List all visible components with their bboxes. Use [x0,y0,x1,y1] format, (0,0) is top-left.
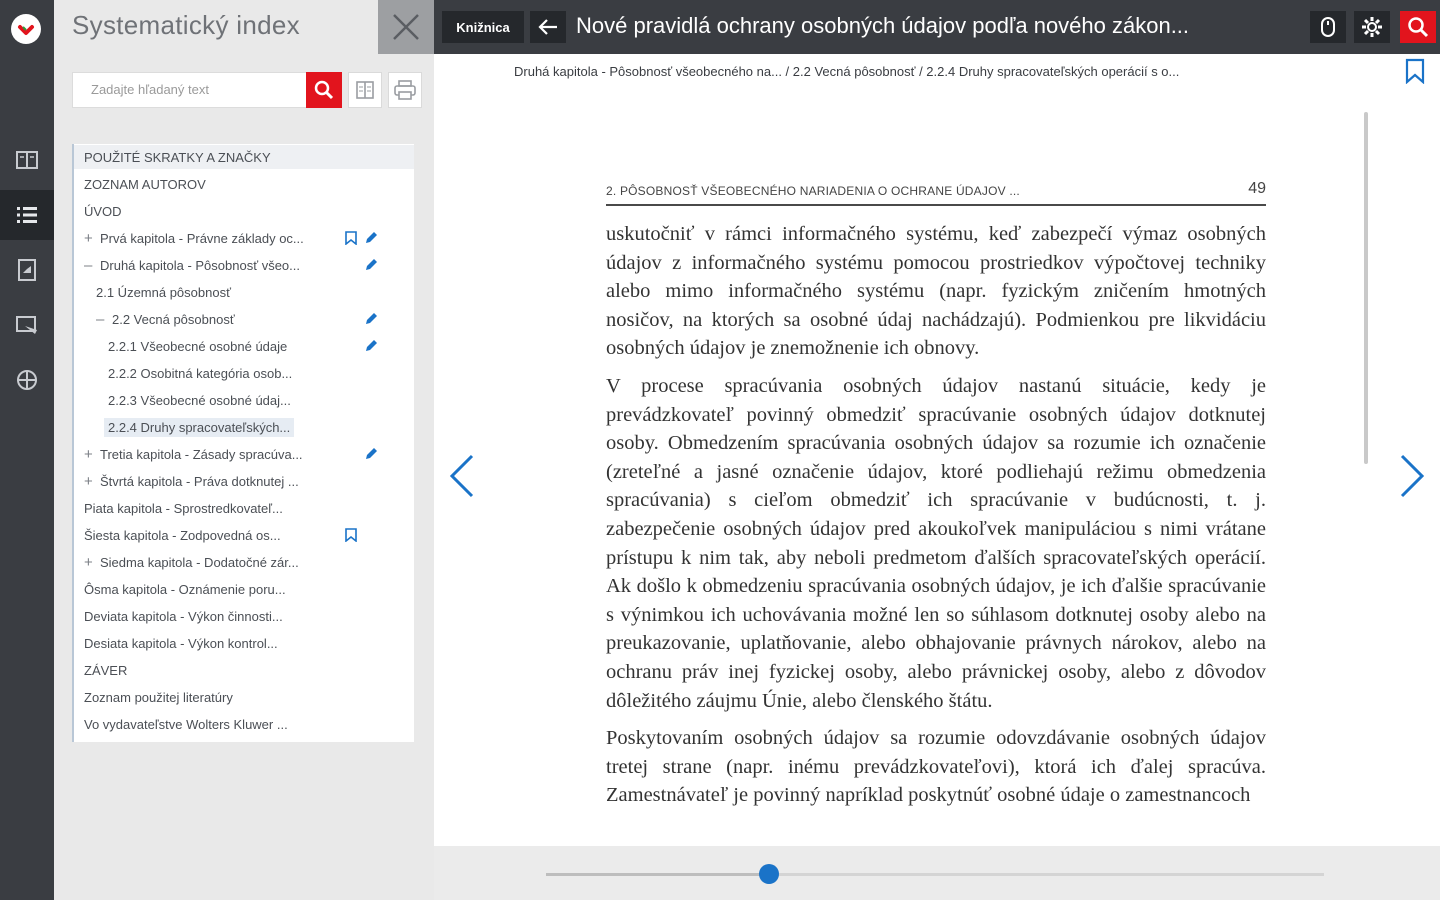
slider-fill [546,873,769,876]
close-icon [391,12,421,42]
edit-icon[interactable] [364,231,378,250]
bookmark-icon[interactable] [344,528,358,547]
toc-item-label: POUŽITÉ SKRATKY A ZNAČKY [84,149,271,165]
toc-item[interactable] [74,523,281,547]
library-icon[interactable] [0,135,54,185]
settings-grid-icon[interactable] [0,355,54,405]
toc-item[interactable] [74,388,291,412]
gear-icon [1361,16,1383,38]
arrow-left-icon [537,18,559,36]
toc-item-label: 2.2.3 Všeobecné osobné údaj... [108,392,291,408]
previous-page-button[interactable] [448,452,476,505]
toc-item-label: 2.2.4 Druhy spracovateľských... [104,418,294,437]
index-panel [54,0,434,900]
mouse-mode-button[interactable] [1310,11,1346,43]
search-document-button[interactable] [1400,11,1436,43]
settings-button[interactable] [1354,11,1390,43]
toc-item[interactable] [74,172,206,196]
toc-item-label: Tretia kapitola - Zásady spracúva... [100,446,303,462]
page-progress-slider[interactable] [546,873,1324,876]
toc-item[interactable] [74,361,292,385]
toc-item[interactable] [74,604,283,628]
add-bookmark-button[interactable] [1404,58,1426,87]
toc-item-label: ZÁVER [84,662,128,678]
toc-item-label: Prvá kapitola - Právne základy oc... [100,230,304,246]
edit-icon[interactable] [364,312,378,331]
expand-toc-button[interactable] [348,72,382,108]
toc-item[interactable] [74,496,283,520]
toc-item[interactable] [74,145,414,169]
slider-knob[interactable] [759,864,779,884]
search-button[interactable] [306,72,342,108]
next-page-button[interactable] [1398,452,1426,505]
bookmark-icon[interactable] [344,231,358,250]
toc-item[interactable] [74,577,286,601]
toc-item[interactable] [74,658,127,682]
panel-title: Systematický index [72,10,300,40]
paragraph: Poskytovaním osobných údajov sa rozumie odovzdávanie osobných údajov tretej strane (napr. inému prevádzkovateľovi), ktorá ich ďalej spracúva. Zamestnávateľ je povinný napríklad poskytnúť osobné údaje o zamestnancoch [606,727,1266,807]
library-button[interactable]: Knižnica [442,11,524,43]
search-input[interactable]: Zadajte hľadaný text [72,72,308,108]
toc-item-label: Deviata kapitola - Výkon činnosti... [84,608,283,624]
toc-item[interactable] [74,334,287,358]
toc-item[interactable] [74,712,288,736]
page-scrollbar[interactable] [1364,112,1368,464]
toc-item[interactable] [74,226,304,250]
notes-icon[interactable] [0,245,54,295]
print-icon [394,80,416,100]
toc-item[interactable] [74,307,235,331]
toc-item[interactable] [74,253,300,277]
close-panel-button[interactable] [378,0,434,54]
toc-item-label: Siedma kapitola - Dodatočné zár... [100,554,299,570]
toc-item-label: Druhá kapitola - Pôsobnosť všeo... [100,257,300,273]
toc-item[interactable] [74,280,231,304]
paragraph: uskutočniť v rámci informačného systému, keď zabezpečí výmaz osobných údajov z informačného systému pomocou prostriedkov výpočtovej techniky alebo mimo informačného systému (napr. fyzickým zničením hmotných nosičov, na ktorých sa osobné údaj nachádzajú). Podmienkou pre likvidáciu osobných údajov je znemožnenie ich obnovy. [606,223,1266,360]
app-logo-icon[interactable] [11,14,41,44]
edit-icon[interactable] [364,339,378,358]
toc-item[interactable] [74,415,294,439]
paragraph: V procese spracúvania osobných údajov nastanú situácie, kedy je prevádzkovateľ povinný obmedziť spracúvanie osobných údajov dotknutej osoby. Obmedzením spracúvania osobných údajov sa rozumie ich označenie (zreteľné a jasné označenie údajov, ktoré podliehajú režimu obmedzenia spracúvania) s cieľom obmedziť ich spracúvanie v budúcnosti, t. j. zabezpečenie osobných údajov pred akoukoľvek manipuláciou s nimi vrátane prístupu k nim tak, aby neboli predmetom ďalších spracovateľských operácií. Ak došlo k obmedzeniu spracúvania osobných údajov, je ich ďalšie spracúvanie s výnimkou ich uchovávania možné len so súhlasom dotknutej osoby alebo na preukazovanie, uplatňovanie, alebo obhajovanie právnych nárokov, alebo na ochranu práv inej fyzickej osoby, alebo právnickej osoby, alebo z dôvodov dôležitého záujmu Únie, alebo členského štátu. [606,374,1266,712]
toc-item-label: Piata kapitola - Sprostredkovateľ... [84,500,283,516]
expand-icon[interactable]: + [84,229,93,247]
search-icon [314,80,334,100]
running-header: 2. PÔSOBNOSŤ VŠEOBECNÉHO NARIADENIA O OCHRANE ÚDAJOV ... [606,184,1020,198]
expand-icon[interactable]: + [84,472,93,490]
edit-icon[interactable] [364,258,378,277]
document-title: Nové pravidlá ochrany osobných údajov podľa nového zákon... [576,13,1190,38]
toc-item[interactable] [74,199,122,223]
breadcrumb [434,54,1440,90]
toc-item[interactable] [74,469,299,493]
breadcrumb-path[interactable]: Druhá kapitola - Pôsobnosť všeobecného na... / 2.2 Vecná pôsobnosť / 2.2.4 Druhy spracovateľských operácií s o... [514,64,1180,79]
reader-area [434,90,1440,846]
page-header [606,180,1266,206]
toc-item-label: ZOZNAM AUTOROV [84,176,206,192]
toc-item[interactable] [74,685,233,709]
mouse-icon [1320,16,1336,38]
expand-icon[interactable]: + [84,553,93,571]
annotations-icon[interactable] [0,300,54,350]
toc-item[interactable] [74,442,303,466]
chevron-right-icon [1398,452,1426,500]
toc-item-label: 2.2.1 Všeobecné osobné údaje [108,338,288,354]
page-number: 49 [1248,180,1266,197]
edit-icon[interactable] [364,447,378,466]
back-button[interactable] [530,11,566,43]
toc-item-label: 2.1 Územná pôsobnosť [96,284,231,300]
toc-item[interactable] [74,550,299,574]
toc-item[interactable] [74,631,278,655]
toc-item-label: Zoznam použitej literatúry [84,689,233,705]
toc-tree [72,144,414,742]
print-button[interactable] [388,72,422,108]
toc-item-label: Desiata kapitola - Výkon kontrol... [84,635,278,651]
toc-item-label: Vo vydavateľstve Wolters Kluwer ... [84,716,288,732]
toc-item-label: 2.2 Vecná pôsobnosť [112,311,235,327]
toc-item-label: Šiesta kapitola - Zodpovedná os... [84,527,281,543]
chevron-left-icon [448,452,476,500]
search-icon [1407,16,1429,38]
toc-list-icon[interactable] [0,190,54,240]
expand-icon[interactable]: + [84,445,93,463]
book-icon [355,80,375,100]
left-rail [0,0,54,900]
bookmark-icon [1404,58,1426,84]
top-bar [434,0,1440,54]
toc-item-label: 2.2.2 Osobitná kategória osob... [108,365,293,381]
toc-item-label: Štvrtá kapitola - Práva dotknutej ... [100,473,299,489]
collapse-icon[interactable]: – [96,310,105,328]
toc-item-label: ÚVOD [84,203,122,219]
collapse-icon[interactable]: – [84,256,93,274]
toc-item-label: Ôsma kapitola - Oznámenie poru... [84,581,286,597]
bottom-bar [434,846,1440,900]
page-body [606,220,1266,840]
